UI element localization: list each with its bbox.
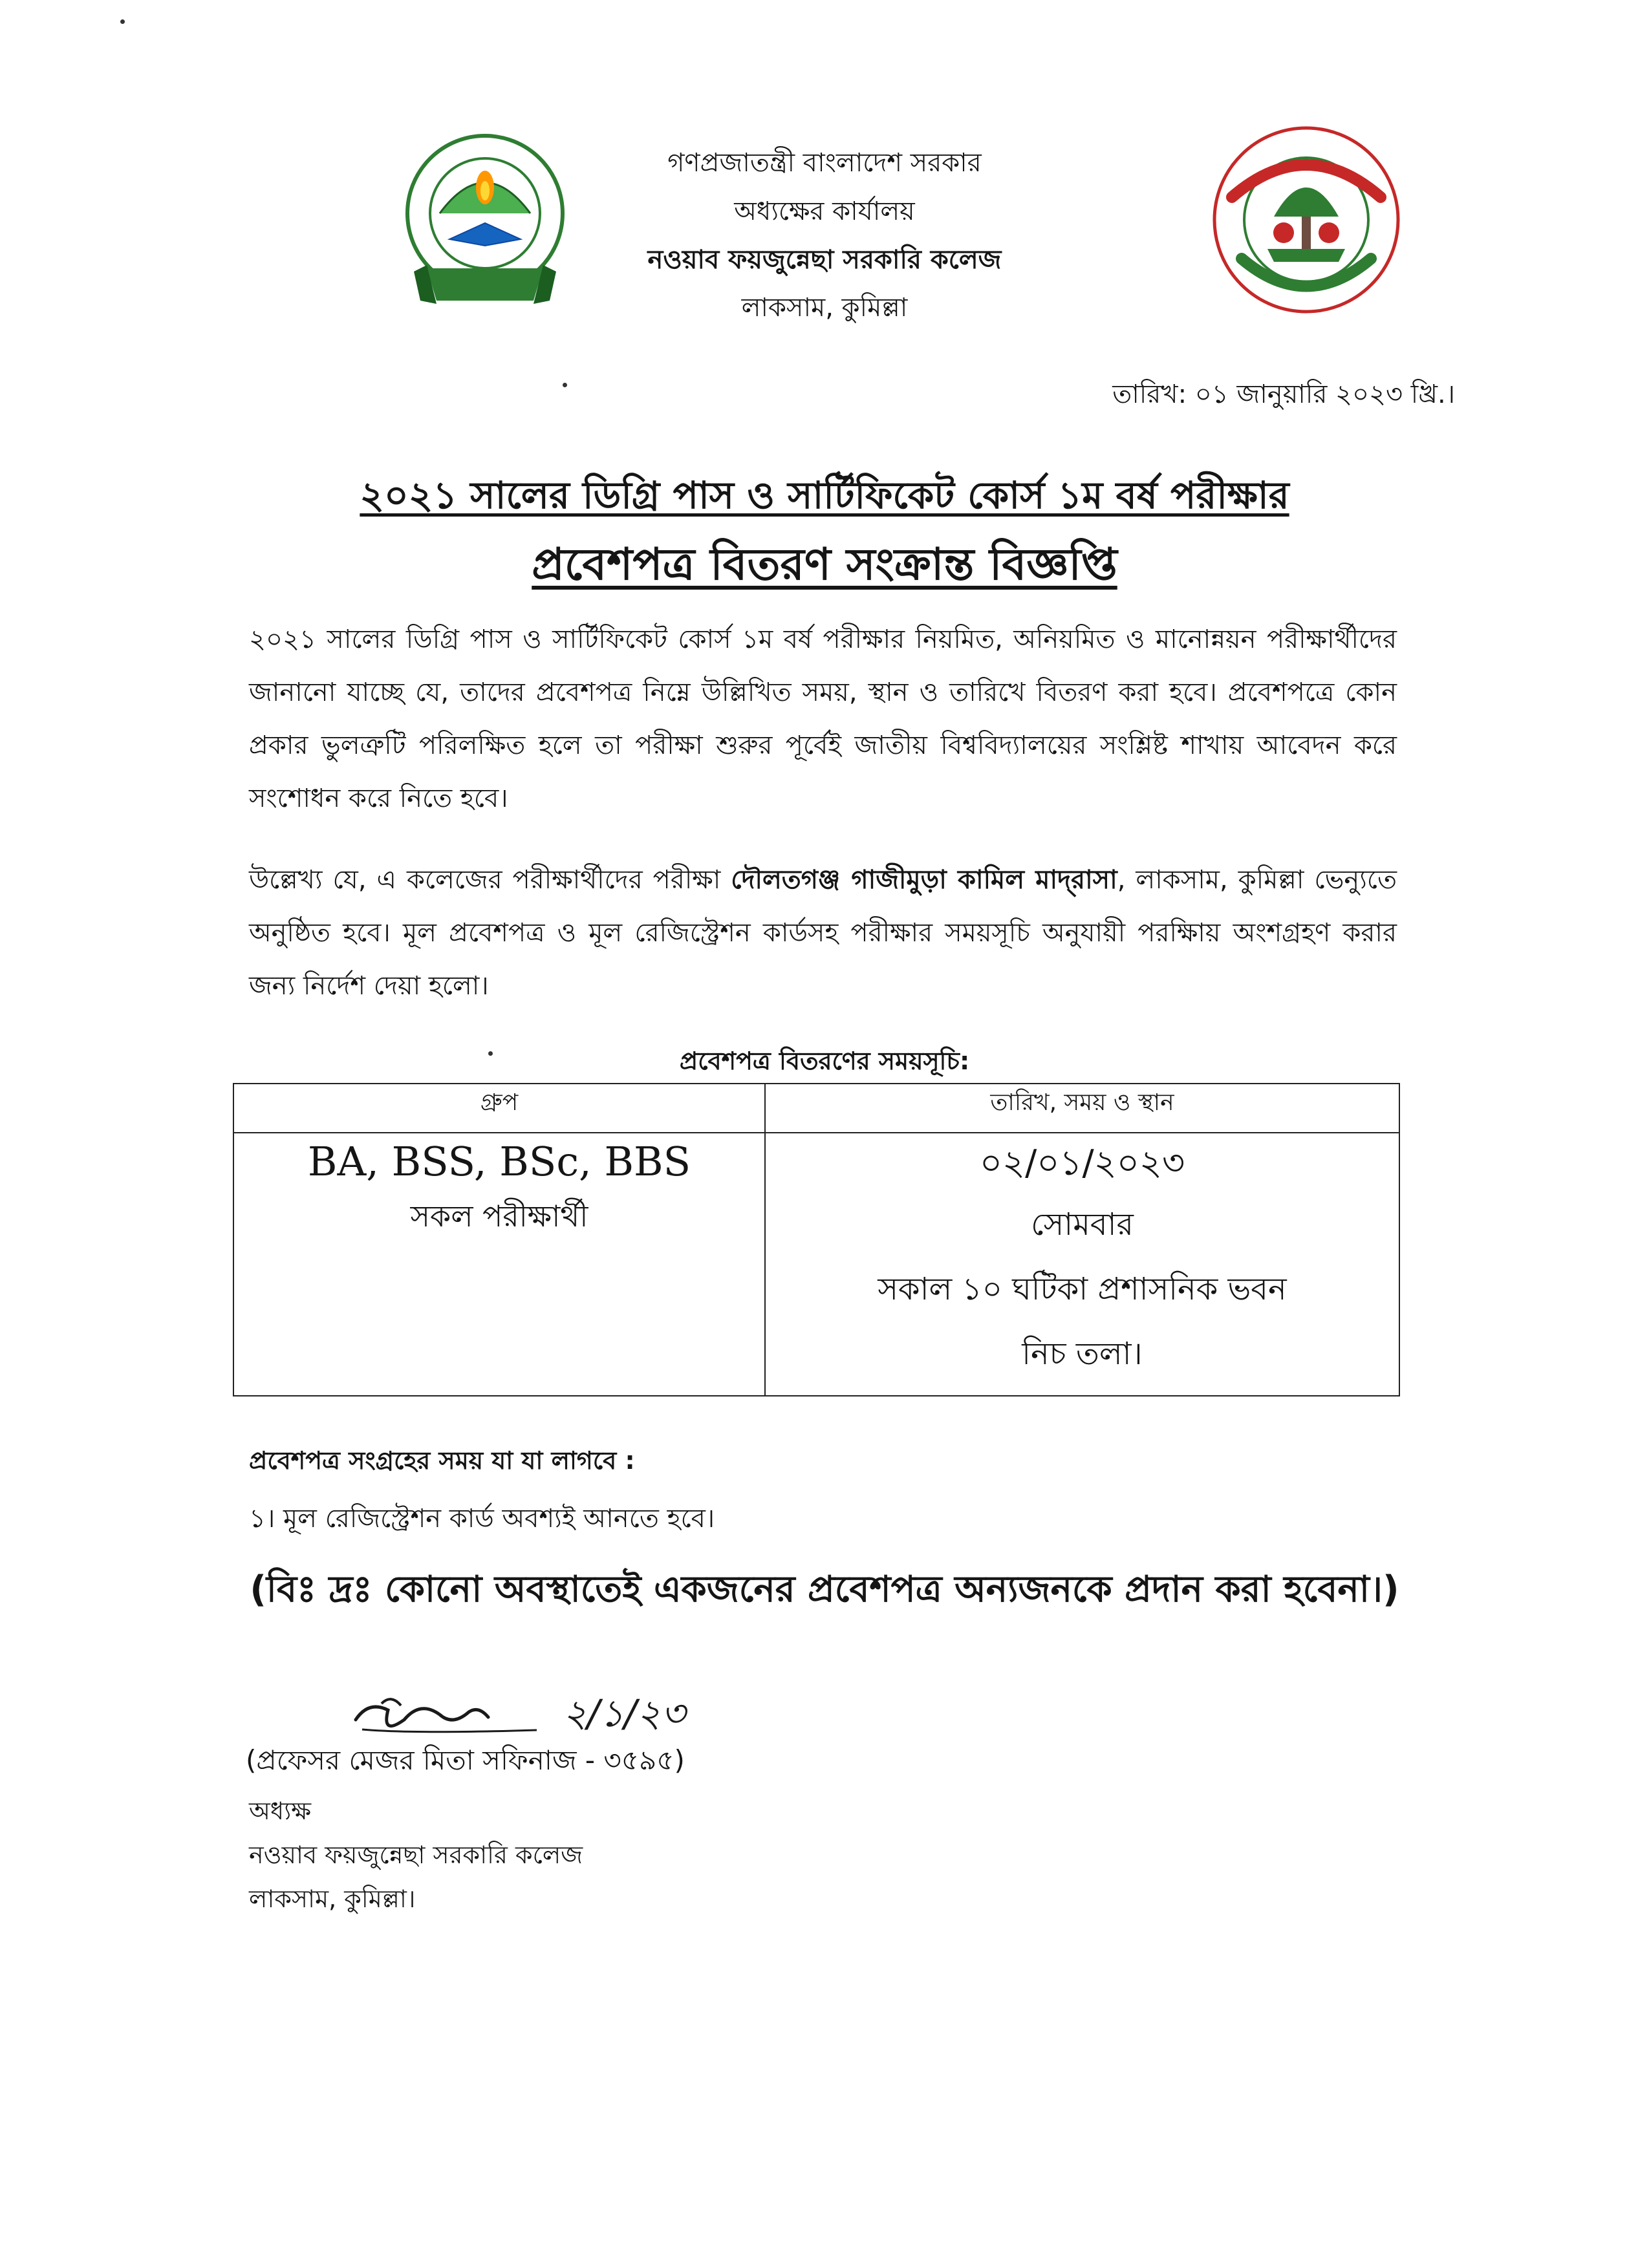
distribution-time-place: সকাল ১০ ঘটিকা প্রশাসনিক ভবন xyxy=(878,1271,1287,1307)
schedule-title: প্রবেশপত্র বিতরণের সময়সূচি: xyxy=(679,1047,970,1075)
group-audience: সকল পরীক্ষার্থী xyxy=(410,1199,588,1234)
signatory-location: লাকসাম, কুমিল্লা। xyxy=(249,1885,416,1913)
group-cell xyxy=(233,1133,765,1396)
venue-details: , লাকসাম, কুমিল্লা ভেন্যুতে অনুষ্ঠিত হবে। মূল প্রবেশপত্র ও মূল রেজিস্ট্রেশন কার্ডসহ পরীক্ষার সময়সূচি অনুযায়ী পরক্ষিায় অংশগ্রহণ করার জন্য নির্দেশ দেয়া হলো। xyxy=(249,865,1397,1001)
col-header-group: গ্রুপ xyxy=(233,1084,765,1133)
distribution-date: ০২/০১/২০২৩ xyxy=(979,1142,1185,1183)
notice-title-line2: প্রবেশপত্র বিতরণ সংক্রান্ত বিজ্ঞপ্তি xyxy=(532,539,1117,590)
when-cell xyxy=(765,1133,1399,1396)
scan-speck xyxy=(120,19,125,24)
table-header-row xyxy=(233,1084,1399,1133)
paragraph-admit-card-info: ২০২১ সালের ডিগ্রি পাস ও সার্টিফিকেট কোর্স ১ম বর্ষ পরীক্ষার নিয়মিত, অনিয়মিত ও মানোন্নয়ন পরীক্ষার্থীদের জানানো যাচ্ছে যে, তাদের প্রবেশপত্র নিম্নে উল্লিখিত সময়, স্থান ও তারিখে বিতরণ করা হবে। প্রবেশপত্রে কোন প্রকার ভুলত্রুটি পরিলক্ষিত হলে তা পরীক্ষা শুরুর পূর্বেই জাতীয় বিশ্ববিদ্যালয়ের সংশ্লিষ্ট শাখায় আবেদন করে সংশোধন করে নিতে হবে। xyxy=(249,625,1397,813)
group-list: BA, BSS, BSc, BBS xyxy=(307,1138,691,1185)
college-location: লাকসাম, কুমিল্লা xyxy=(741,293,908,323)
distribution-floor: নিচ তলা। xyxy=(1022,1336,1143,1372)
distribution-day: সোমবার xyxy=(1031,1206,1134,1243)
govt-line: গণপ্রজাতন্ত্রী বাংলাদেশ সরকার xyxy=(667,148,982,178)
venue-name: দৌলতগঞ্জ গাজীমুড়া কামিল মাদ্‌রাসা xyxy=(731,865,1117,895)
requirement-item: ১। মূল রেজিস্ট্রেশন কার্ড অবশ্যই আনতে হবে। xyxy=(249,1504,715,1534)
signatory-designation: অধ্যক্ষ xyxy=(249,1797,312,1825)
col-header-when: তারিখ, সময় ও স্থান xyxy=(765,1084,1399,1133)
signatory-college: নওয়াব ফয়জুন্নেছা সরকারি কলেজ xyxy=(249,1841,583,1869)
requirements-title: প্রবেশপত্র সংগ্রহের সময় যা যা লাগবে : xyxy=(249,1446,635,1475)
important-note: (বিঃ দ্রঃ কোনো অবস্থাতেই একজনের প্রবেশপত্র অন্যজনকে প্রদান করা হবেনা।) xyxy=(250,1568,1399,1610)
signature-date: ২/১/২৩ xyxy=(563,1691,685,1735)
signatory-name: (প্রফেসর মেজর মিতা সফিনাজ - ৩৫৯৫) xyxy=(246,1744,685,1776)
scan-speck xyxy=(563,383,567,387)
office-line: অধ্যক্ষের কার্যালয় xyxy=(734,197,915,226)
venue-intro: উল্লেখ্য যে, এ কলেজের পরীক্ষার্থীদের পরীক্ষা xyxy=(249,865,731,895)
paragraph-venue-info xyxy=(249,853,1397,1012)
college-name: নওয়াব ফয়জুন্নেছা সরকারি কলেজ xyxy=(647,245,1002,275)
notice-date: তারিখ: ০১ জানুয়ারি ২০২৩ খ্রি.। xyxy=(1112,380,1455,409)
notice-title-line1: ২০২১ সালের ডিগ্রি পাস ও সার্টিফিকেট কোর্স ১ম বর্ষ পরীক্ষার xyxy=(360,473,1289,517)
table-row xyxy=(233,1133,1399,1396)
schedule-table xyxy=(233,1083,1400,1396)
